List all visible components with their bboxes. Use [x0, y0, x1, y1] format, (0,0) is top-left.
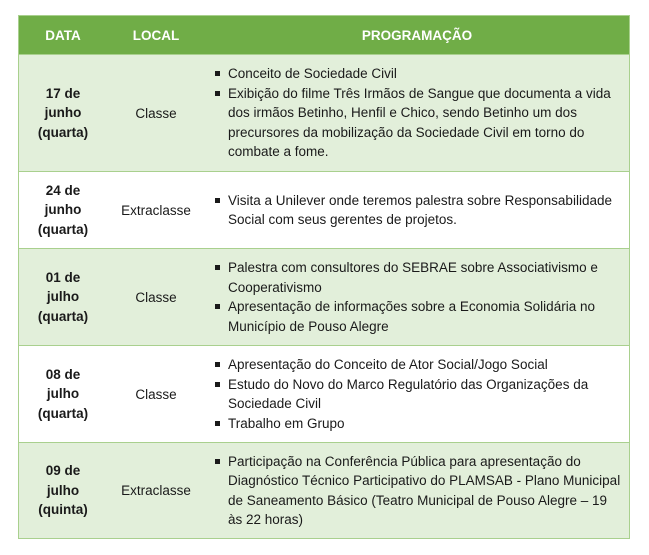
program-list — [209, 258, 623, 336]
program-list — [209, 64, 623, 162]
local-cell: Extraclasse — [107, 443, 205, 539]
table-row — [19, 55, 630, 172]
date-day: 24 de — [45, 182, 81, 198]
list-item — [209, 64, 623, 84]
local-cell: Classe — [107, 249, 205, 346]
schedule-table — [18, 15, 630, 539]
list-item — [209, 191, 623, 230]
date-cell — [19, 346, 108, 443]
bullet-icon — [215, 421, 220, 426]
table-row — [19, 172, 630, 249]
bullet-icon — [215, 198, 220, 203]
local-cell: Classe — [107, 55, 205, 172]
list-item — [209, 375, 623, 414]
program-list — [209, 452, 623, 530]
date-weekday: (quarta) — [37, 124, 89, 140]
date-day: 17 de — [45, 85, 81, 101]
date-day: 09 de — [45, 463, 81, 479]
bullet-icon — [215, 91, 220, 96]
programacao-cell — [205, 346, 630, 443]
date-weekday: (quarta) — [37, 221, 89, 237]
bullet-icon — [215, 265, 220, 270]
item-text: Apresentação de informações sobre a Economia Solidária no Município de Pouso Alegre — [228, 299, 595, 334]
item-text: Conceito de Sociedade Civil — [228, 66, 397, 82]
date-day: 08 de — [45, 366, 81, 382]
list-item — [209, 414, 623, 434]
table-row — [19, 346, 630, 443]
date-cell — [19, 249, 108, 346]
list-item — [209, 355, 623, 375]
list-item — [209, 258, 623, 297]
date-weekday: (quarta) — [37, 405, 89, 421]
item-text: Apresentação do Conceito de Ator Social/Jogo Social — [228, 357, 548, 372]
list-item — [209, 452, 623, 530]
local-cell: Extraclasse — [107, 172, 205, 249]
item-text: Palestra com consultores do SEBRAE sobre Associativismo e Cooperativismo — [228, 260, 598, 295]
item-text: Participação na Conferência Pública para apresentação do Diagnóstico Técnico Participativo do PLAMSAB - Plano Municipal de Saneamento Básico (Teatro Municipal de Pouso Alegre – 19 às 22 horas) — [228, 453, 621, 527]
item-text: Trabalho em Grupo — [228, 415, 345, 431]
bullet-icon — [215, 382, 220, 387]
header-data: DATA — [19, 16, 108, 55]
programacao-cell — [205, 249, 630, 346]
date-cell — [19, 55, 108, 172]
program-list — [209, 355, 623, 433]
item-text: Estudo do Novo do Marco Regulatório das Organizações da Sociedade Civil — [228, 376, 589, 411]
list-item — [209, 84, 623, 162]
date-month: julho — [46, 482, 80, 498]
date-month: junho — [44, 202, 82, 218]
date-month: julho — [46, 289, 80, 305]
programacao-cell — [205, 443, 630, 539]
header-programacao: PROGRAMAÇÃO — [205, 16, 630, 55]
header-row — [19, 16, 630, 55]
bullet-icon — [215, 362, 220, 367]
table-row — [19, 443, 630, 539]
item-text: Visita a Unilever onde teremos palestra sobre Responsabilidade Social com seus gerentes de projetos. — [228, 192, 612, 227]
date-cell — [19, 172, 108, 249]
date-weekday: (quinta) — [38, 502, 88, 518]
bullet-icon — [215, 304, 220, 309]
programacao-cell — [205, 55, 630, 172]
programacao-cell — [205, 172, 630, 249]
date-month: julho — [46, 386, 80, 402]
local-cell: Classe — [107, 346, 205, 443]
date-cell — [19, 443, 108, 539]
list-item — [209, 297, 623, 336]
date-weekday: (quarta) — [37, 308, 89, 324]
header-local: LOCAL — [107, 16, 205, 55]
program-list — [209, 191, 623, 230]
date-month: junho — [44, 105, 82, 121]
date-day: 01 de — [45, 269, 81, 285]
bullet-icon — [215, 71, 220, 76]
table-row — [19, 249, 630, 346]
item-text: Exibição do filme Três Irmãos de Sangue que documenta a vida dos irmãos Betinho, Henfil e Chico, sendo Betinho um dos precursores da mobilização da Sociedade Civil em torno do combate a fome. — [228, 85, 611, 160]
bullet-icon — [215, 459, 220, 464]
